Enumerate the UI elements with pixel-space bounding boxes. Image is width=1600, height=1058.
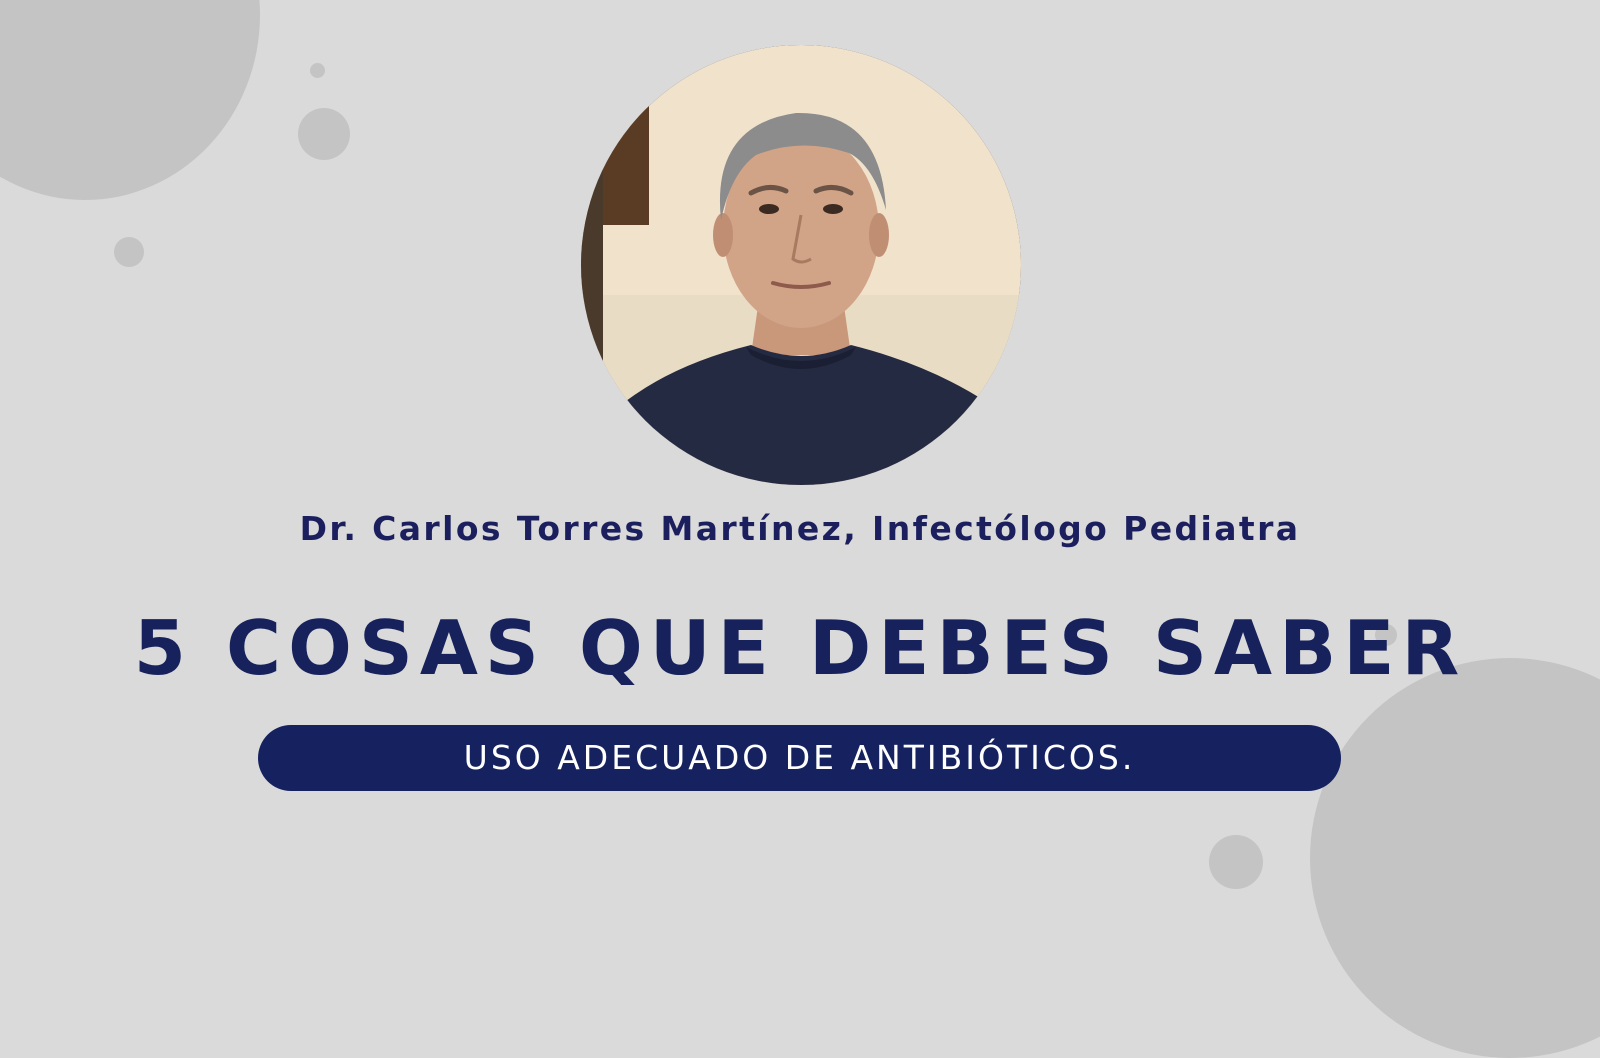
headline: 5 COSAS QUE DEBES SABER xyxy=(133,604,1467,692)
speaker-name-title: Dr. Carlos Torres Martínez, Infectólogo Pediatra xyxy=(299,509,1301,548)
decorative-circle xyxy=(1310,658,1600,1058)
speaker-portrait xyxy=(581,45,1021,485)
decorative-circle xyxy=(114,237,144,267)
decorative-circle xyxy=(298,108,350,160)
subtitle-banner xyxy=(258,725,1341,791)
decorative-circle xyxy=(0,0,260,200)
portrait-photo xyxy=(581,45,1021,485)
decorative-circle xyxy=(310,63,325,78)
subtitle-text: USO ADECUADO DE ANTIBIÓTICOS. xyxy=(463,738,1136,777)
decorative-circle xyxy=(1209,835,1263,889)
